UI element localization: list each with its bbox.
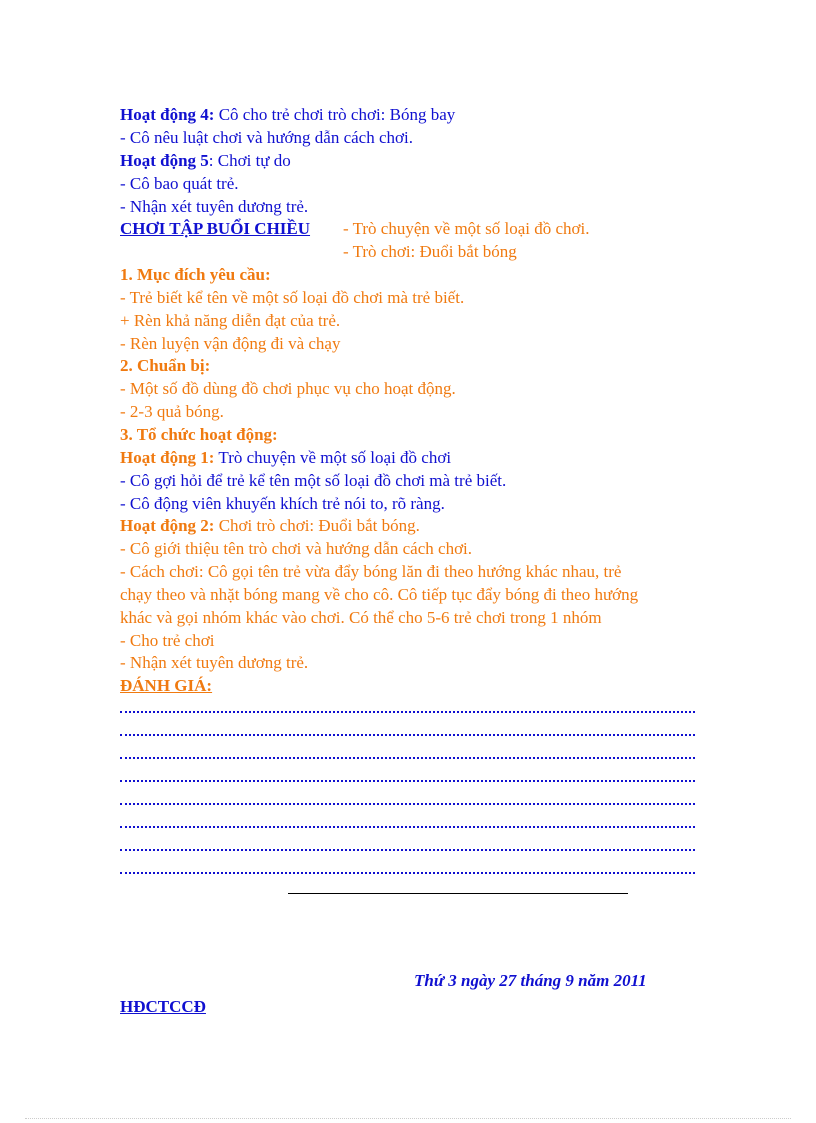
section-2-item: - 2-3 quả bóng. [120,402,224,421]
section-3-activity-2-text: Chơi trò chơi: Đuổi bắt bóng. [214,516,420,535]
section-1-item: - Trẻ biết kể tên về một số loại đồ chơi mà trẻ biết. [120,288,465,307]
afternoon-topic-2: - Trò chơi: Đuổi bắt bóng [343,242,517,261]
section-3-activity-1-text: Trò chuyện về một số loại đồ chơi [214,448,452,467]
activity-4-text: Cô cho trẻ chơi trò chơi: Bóng bay [214,105,456,124]
activity-5-text: : Chơi tự do [208,151,291,170]
section-3-activity-2 [120,515,420,537]
activity-4-line [120,104,455,126]
evaluation-heading: ĐÁNH GIÁ: [120,676,213,695]
section-3-activity-1-item: - Cô động viên khuyến khích trẻ nói to, rõ ràng. [120,494,445,513]
section-3-activity-2-item: khác và gọi nhóm khác vào chơi. Có thể cho 5-6 trẻ chơi trong 1 nhóm [120,608,602,627]
activity-4-detail: - Cô nêu luật chơi và hướng dẫn cách chơi. [120,128,413,147]
section-3-activity-1-label: Hoạt động 1: [120,448,215,467]
section-3-activity-2-item: - Cho trẻ chơi [120,631,215,650]
section-2-title: 2. Chuẩn bị: [120,356,211,375]
section-divider [288,893,628,894]
section-3-activity-2-item: - Cách chơi: Cô gọi tên trẻ vừa đẩy bóng lăn đi theo hướng khác nhau, trẻ [120,562,622,581]
next-section-heading: HĐCTCCĐ [120,997,206,1016]
section-1-item: - Rèn luyện vận động đi và chạy [120,334,341,353]
afternoon-heading: CHƠI TẬP BUỔI CHIỀU [120,219,311,238]
page-footer-rule [25,1118,791,1119]
evaluation-dotted-line [120,780,695,782]
activity-5-detail-2: - Nhận xét tuyên dương trẻ. [120,197,309,216]
section-3-title: 3. Tổ chức hoạt động: [120,425,278,444]
section-2-item: - Một số đồ dùng đồ chơi phục vụ cho hoạt động. [120,379,456,398]
afternoon-topic-1: - Trò chuyện về một số loại đồ chơi. [343,219,590,238]
activity-4-label: Hoạt động 4: [120,105,215,124]
section-3-activity-2-item: - Cô giới thiệu tên trò chơi và hướng dẫn cách chơi. [120,539,473,558]
activity-5-line [120,150,291,172]
section-3-activity-2-item: - Nhận xét tuyên dương trẻ. [120,653,309,672]
evaluation-dotted-line [120,711,695,713]
section-3-activity-2-item: chạy theo và nhặt bóng mang về cho cô. Cô tiếp tục đẩy bóng đi theo hướng [120,585,639,604]
evaluation-dotted-line [120,757,695,759]
section-3-activity-2-label: Hoạt động 2: [120,516,215,535]
activity-5-label: Hoạt động 5 [120,151,209,170]
evaluation-dotted-line [120,849,695,851]
section-1-title: 1. Mục đích yêu cầu: [120,265,271,284]
section-3-activity-1 [120,447,451,469]
evaluation-dotted-line [120,734,695,736]
section-3-activity-1-item: - Cô gợi hỏi để trẻ kể tên một số loại đồ chơi mà trẻ biết. [120,471,507,490]
date-line: Thứ 3 ngày 27 tháng 9 năm 2011 [414,971,647,990]
section-1-item: + Rèn khả năng diễn đạt của trẻ. [120,311,341,330]
evaluation-dotted-line [120,826,695,828]
evaluation-dotted-line [120,872,695,874]
evaluation-dotted-line [120,803,695,805]
activity-5-detail-1: - Cô bao quát trẻ. [120,174,239,193]
